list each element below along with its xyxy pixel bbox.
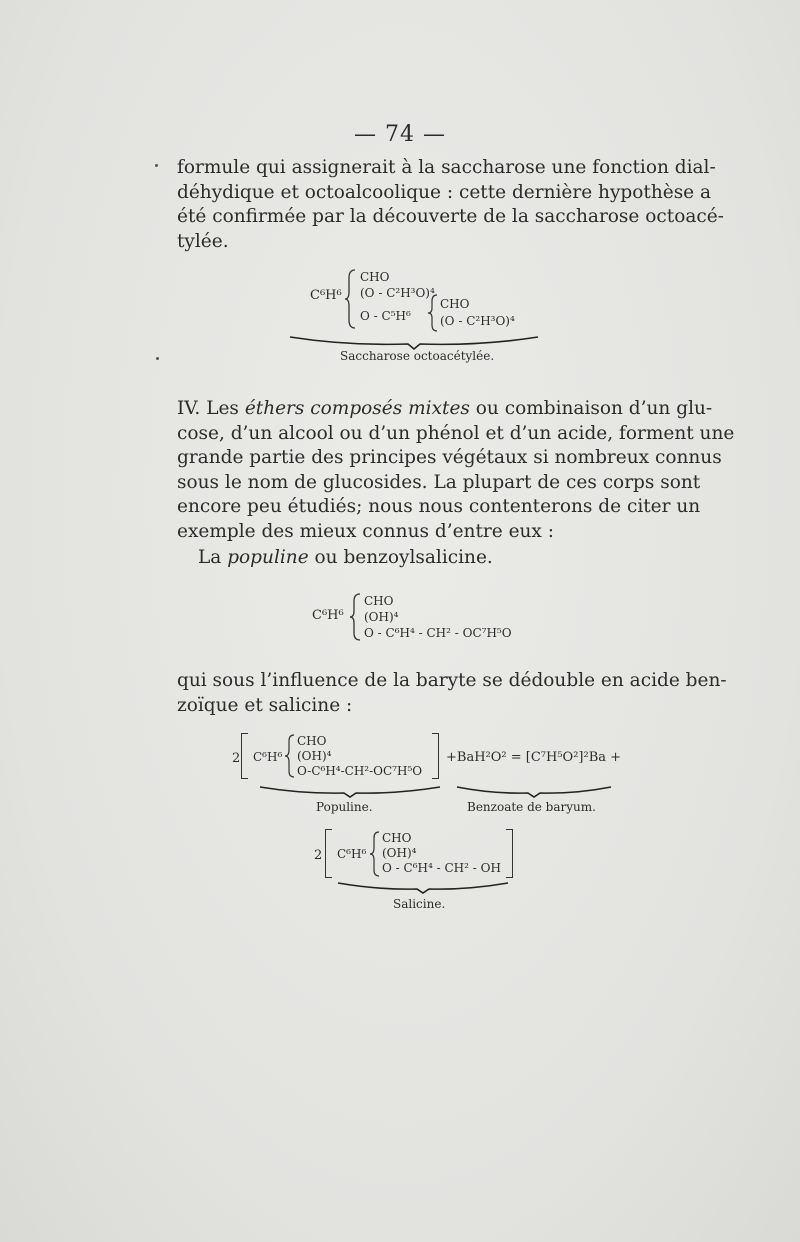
formula-line: O-C⁶H⁴-CH²-OC⁷H⁵O bbox=[297, 764, 423, 778]
text-line: zoïque et salicine : bbox=[177, 694, 353, 716]
text-line: cose, d’un alcool ou d’un phénol et d’un acide, forment une bbox=[177, 422, 735, 444]
formula-line: CHO bbox=[382, 831, 412, 845]
page-number: — 74 — bbox=[354, 122, 446, 147]
formula-line: CHO bbox=[364, 594, 394, 608]
text-line: déhydique et octoalcoolique : cette dernière hypothèse a bbox=[177, 181, 712, 203]
text-segment: ou combinaison d’un glu- bbox=[469, 398, 713, 419]
text-line bbox=[177, 397, 713, 422]
formula-line: (O - C²H³O)⁴ bbox=[440, 314, 515, 328]
paragraph-ethers-mixtes bbox=[177, 397, 735, 544]
formula-coefficient: 2 bbox=[314, 848, 323, 863]
italic-term: populine bbox=[227, 547, 309, 568]
paragraph-saccharose bbox=[177, 156, 724, 254]
formula-base: C⁶H⁶ bbox=[337, 847, 367, 861]
text-line: formule qui assignerait à la saccharose une fonction dial- bbox=[177, 157, 716, 178]
curly-brace bbox=[349, 592, 363, 642]
text-line: été confirmée par la découverte de la saccharose octoacé- bbox=[177, 206, 724, 227]
italic-term: éthers composés mixtes bbox=[244, 398, 470, 419]
formula-line: O - C⁶H⁴ - CH² - OC⁷H⁵O bbox=[364, 626, 512, 640]
margin-speck bbox=[156, 357, 159, 360]
text-line: exemple des mieux connus d’entre eux : bbox=[177, 520, 554, 542]
right-bracket bbox=[432, 733, 439, 779]
text-line: qui sous l’influence de la baryte se dédouble en acide ben- bbox=[177, 670, 727, 691]
text-line: grande partie des principes végétaux si nombreux connus bbox=[177, 447, 722, 468]
curly-brace bbox=[427, 293, 439, 333]
formula-base: C⁶H⁶ bbox=[253, 750, 283, 764]
text-segment: La bbox=[198, 547, 228, 568]
text-segment: ou benzoylsalicine. bbox=[308, 547, 493, 568]
margin-speck bbox=[155, 164, 158, 167]
formula-caption: Saccharose octoacétylée. bbox=[340, 349, 495, 363]
formula-line: (OH)⁴ bbox=[382, 846, 417, 860]
formula-base: C⁶H⁶ bbox=[312, 608, 344, 623]
formula-caption: Salicine. bbox=[393, 897, 446, 911]
formula-line: CHO bbox=[360, 270, 390, 284]
formula-line: (OH)⁴ bbox=[364, 610, 399, 624]
text-segment: IV. Les bbox=[177, 398, 245, 419]
paragraph-baryte bbox=[177, 669, 727, 718]
formula-caption: Populine. bbox=[316, 800, 373, 814]
formula-line: O - C⁵H⁶ bbox=[360, 309, 411, 323]
underbrace bbox=[455, 784, 613, 800]
formula-line: CHO bbox=[440, 297, 470, 311]
formula-line: (O - C²H³O)⁴ bbox=[360, 286, 435, 300]
curly-brace bbox=[369, 830, 381, 878]
formula-line: (OH)⁴ bbox=[297, 749, 332, 763]
formula-line: O - C⁶H⁴ - CH² - OH bbox=[382, 861, 501, 875]
left-bracket bbox=[325, 829, 332, 878]
right-bracket bbox=[506, 829, 513, 878]
formula-coefficient: 2 bbox=[232, 751, 241, 766]
text-line: sous le nom de glucosides. La plupart de ces corps sont bbox=[177, 471, 701, 493]
formula-rhs: +BaH²O² = [C⁷H⁵O²]²Ba + bbox=[446, 750, 622, 765]
underbrace bbox=[336, 880, 510, 896]
curly-brace bbox=[344, 268, 358, 330]
text-line: encore peu étudiés; nous nous contenterons de citer un bbox=[177, 496, 701, 517]
formula-caption: Benzoate de baryum. bbox=[467, 800, 596, 814]
formula-line: CHO bbox=[297, 734, 327, 748]
paragraph-populine bbox=[198, 546, 493, 571]
curly-brace bbox=[284, 733, 296, 779]
left-bracket bbox=[241, 733, 248, 779]
formula-base: C⁶H⁶ bbox=[310, 288, 342, 303]
underbrace bbox=[258, 784, 442, 800]
text-line: tylée. bbox=[177, 230, 229, 252]
